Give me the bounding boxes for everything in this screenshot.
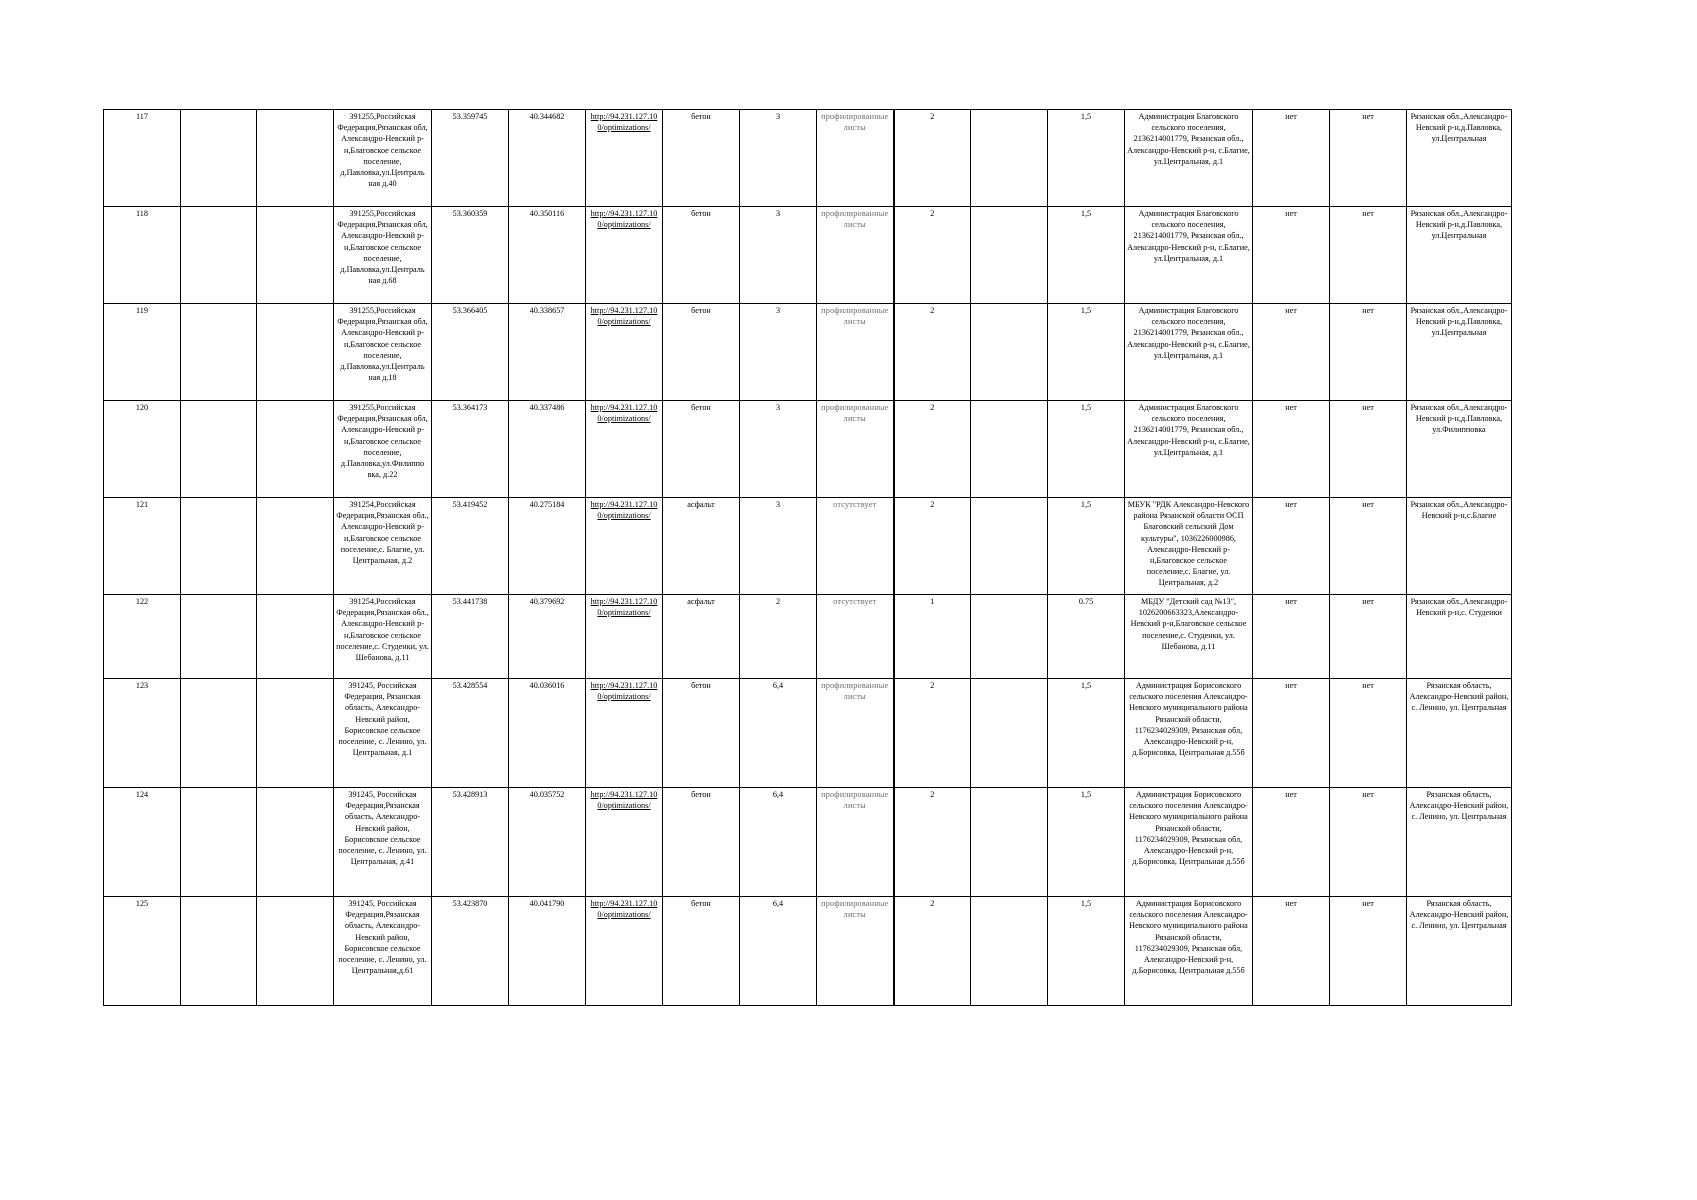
- longitude-cell: 40.275184: [509, 498, 586, 595]
- surface-cell: асфальт: [663, 595, 740, 679]
- longitude-cell: 40.350116: [509, 207, 586, 304]
- flag-cell: нет: [1330, 304, 1407, 401]
- map-link[interactable]: http://94.231.127.10 0/optimizations/: [586, 110, 663, 207]
- table-row: [104, 897, 1512, 1006]
- flag-cell: нет: [1253, 498, 1330, 595]
- flag-cell: нет: [1330, 110, 1407, 207]
- table-row: [104, 788, 1512, 897]
- longitude-cell: 40.041790: [509, 897, 586, 1006]
- latitude-cell: 53.423870: [432, 897, 509, 1006]
- surface-cell: бетон: [663, 304, 740, 401]
- cover-cell: профилированные листы: [817, 304, 894, 401]
- owner-cell: Администрация Благовского сельского поселения, 2136214001779, Рязанская обл., Александро-Невский р-н, с.Благие, ул.Центральная, д.1: [1125, 110, 1253, 207]
- surface-cell: бетон: [663, 110, 740, 207]
- source-cell: Рязанская область, Александро-Невский район, с. Ленино, ул. Центральная: [1407, 788, 1512, 897]
- flag-cell: нет: [1330, 595, 1407, 679]
- flag-cell: нет: [1253, 897, 1330, 1006]
- empty-cell: [971, 788, 1048, 897]
- volume-cell: 1,5: [1048, 304, 1125, 401]
- empty-cell: [181, 304, 257, 401]
- row-number: 119: [104, 304, 181, 401]
- surface-cell: бетон: [663, 788, 740, 897]
- table-row: [104, 595, 1512, 679]
- table-row: [104, 110, 1512, 207]
- area-cell: 3: [740, 401, 817, 498]
- latitude-cell: 53.428913: [432, 788, 509, 897]
- table-row: [104, 679, 1512, 788]
- owner-cell: МБДУ "Детский сад №13", 1026200663323,Александро-Невский р-н,Благовское сельское поселение,с. Студенки, ул. Шебанова, д.11: [1125, 595, 1253, 679]
- area-cell: 6,4: [740, 679, 817, 788]
- latitude-cell: 53.360359: [432, 207, 509, 304]
- volume-cell: 1,5: [1048, 207, 1125, 304]
- empty-cell: [971, 401, 1048, 498]
- empty-cell: [257, 897, 334, 1006]
- flag-cell: нет: [1330, 788, 1407, 897]
- owner-cell: МБУК "РДК Александро-Невского района Рязанской области ОСП Благовский сельский Дом культуры", 1036226000986, Александро-Невский р-н,Благовское сельское поселение,с. Благие, ул. Центральная, д.2: [1125, 498, 1253, 595]
- address-cell: 391245, Российская Федерация,Рязанская область, Александро-Невский район, Борисовское сельское поселение, с. Ленино, ул. Центральная, д.41: [334, 788, 432, 897]
- map-link[interactable]: http://94.231.127.10 0/optimizations/: [586, 498, 663, 595]
- empty-cell: [181, 401, 257, 498]
- source-cell: Рязанская область, Александро-Невский район, с. Ленино, ул. Центральная: [1407, 679, 1512, 788]
- flag-cell: нет: [1253, 304, 1330, 401]
- longitude-cell: 40.379692: [509, 595, 586, 679]
- empty-cell: [181, 110, 257, 207]
- area-cell: 3: [740, 207, 817, 304]
- longitude-cell: 40.344682: [509, 110, 586, 207]
- surface-cell: бетон: [663, 401, 740, 498]
- latitude-cell: 53.419452: [432, 498, 509, 595]
- area-cell: 6,4: [740, 897, 817, 1006]
- owner-cell: Администрация Борисовского сельского поселения Александро-Невского муниципального района Рязанской области, 1176234029309, Рязанская обл, Александро-Невский р-н, д.Борисовка, Центральная д.55б: [1125, 679, 1253, 788]
- volume-cell: 0.75: [1048, 595, 1125, 679]
- owner-cell: Администрация Благовского сельского поселения, 2136214001779, Рязанская обл., Александро-Невский р-н, с.Благие, ул.Центральная, д.1: [1125, 401, 1253, 498]
- empty-cell: [257, 110, 334, 207]
- address-cell: 391255,Российская Федерация,Рязанская обл, Александро-Невский р-н,Благовское сельское поселение, д.Павловка,ул.Филиппо вка, д.22: [334, 401, 432, 498]
- empty-cell: [181, 897, 257, 1006]
- table-row: [104, 498, 1512, 595]
- empty-cell: [971, 304, 1048, 401]
- map-link[interactable]: http://94.231.127.10 0/optimizations/: [586, 401, 663, 498]
- longitude-cell: 40.036016: [509, 679, 586, 788]
- source-cell: Рязанская область, Александро-Невский район, с. Ленино, ул. Центральная: [1407, 897, 1512, 1006]
- map-link[interactable]: http://94.231.127.10 0/optimizations/: [586, 897, 663, 1006]
- container-count-cell: 2: [894, 401, 971, 498]
- container-count-cell: 2: [894, 110, 971, 207]
- empty-cell: [257, 679, 334, 788]
- cover-cell: профилированные листы: [817, 110, 894, 207]
- table-row: [104, 207, 1512, 304]
- area-cell: 6,4: [740, 788, 817, 897]
- flag-cell: нет: [1253, 788, 1330, 897]
- container-count-cell: 2: [894, 897, 971, 1006]
- row-number: 117: [104, 110, 181, 207]
- empty-cell: [181, 498, 257, 595]
- row-number: 124: [104, 788, 181, 897]
- cover-cell: отсутствует: [817, 595, 894, 679]
- flag-cell: нет: [1330, 401, 1407, 498]
- source-cell: Рязанская обл.,Александро-Невский р-н,д.Павловка, ул.Центральная: [1407, 207, 1512, 304]
- empty-cell: [971, 595, 1048, 679]
- empty-cell: [257, 207, 334, 304]
- address-cell: 391254,Российская Федерация,Рязанская обл., Александро-Невский р-н,Благовское сельское поселение,с. Благие, ул. Центральная, д.2: [334, 498, 432, 595]
- row-number: 121: [104, 498, 181, 595]
- container-count-cell: 1: [894, 595, 971, 679]
- map-link[interactable]: http://94.231.127.10 0/optimizations/: [586, 207, 663, 304]
- flag-cell: нет: [1253, 110, 1330, 207]
- empty-cell: [971, 679, 1048, 788]
- row-number: 125: [104, 897, 181, 1006]
- longitude-cell: 40.035752: [509, 788, 586, 897]
- cover-cell: профилированные листы: [817, 401, 894, 498]
- latitude-cell: 53.366405: [432, 304, 509, 401]
- empty-cell: [181, 595, 257, 679]
- cover-cell: профилированные листы: [817, 788, 894, 897]
- area-cell: 3: [740, 498, 817, 595]
- cover-cell: профилированные листы: [817, 897, 894, 1006]
- table-row: [104, 401, 1512, 498]
- surface-cell: бетон: [663, 679, 740, 788]
- source-cell: Рязанская обл.,Александро-Невский р-н,д.Павловка, ул.Центральная: [1407, 304, 1512, 401]
- latitude-cell: 53.428554: [432, 679, 509, 788]
- empty-cell: [257, 401, 334, 498]
- row-number: 122: [104, 595, 181, 679]
- cover-cell: отсутствует: [817, 498, 894, 595]
- volume-cell: 1,5: [1048, 110, 1125, 207]
- container-count-cell: 2: [894, 498, 971, 595]
- area-cell: 3: [740, 304, 817, 401]
- empty-cell: [257, 498, 334, 595]
- empty-cell: [181, 207, 257, 304]
- empty-cell: [257, 595, 334, 679]
- row-number: 118: [104, 207, 181, 304]
- latitude-cell: 53.441738: [432, 595, 509, 679]
- empty-cell: [971, 498, 1048, 595]
- volume-cell: 1,5: [1048, 897, 1125, 1006]
- address-cell: 391255,Российская Федерация,Рязанская обл, Александро-Невский р-н,Благовское сельское поселение, д.Павловка,ул.Централь ная д.68: [334, 207, 432, 304]
- flag-cell: нет: [1253, 401, 1330, 498]
- longitude-cell: 40.338657: [509, 304, 586, 401]
- container-count-cell: 2: [894, 679, 971, 788]
- surface-cell: бетон: [663, 897, 740, 1006]
- row-number: 123: [104, 679, 181, 788]
- container-count-cell: 2: [894, 207, 971, 304]
- address-cell: 391245, Российская Федерация, Рязанская область, Александро-Невский район, Борисовское сельское поселение, с. Ленино, ул. Центральная, д.1: [334, 679, 432, 788]
- registry-table: [103, 109, 1512, 1006]
- flag-cell: нет: [1253, 679, 1330, 788]
- flag-cell: нет: [1330, 679, 1407, 788]
- flag-cell: нет: [1330, 897, 1407, 1006]
- owner-cell: Администрация Благовского сельского поселения, 2136214001779, Рязанская обл., Александро-Невский р-н, с.Благие, ул.Центральная, д.1: [1125, 207, 1253, 304]
- address-cell: 391254,Российская Федерация,Рязанская обл., Александро-Невский р-н,Благовское сельское поселение,с. Студенки, ул. Шебанова, д.11: [334, 595, 432, 679]
- empty-cell: [181, 788, 257, 897]
- latitude-cell: 53.359745: [432, 110, 509, 207]
- map-link[interactable]: http://94.231.127.10 0/optimizations/: [586, 788, 663, 897]
- flag-cell: нет: [1253, 595, 1330, 679]
- latitude-cell: 53.364173: [432, 401, 509, 498]
- container-count-cell: 2: [894, 304, 971, 401]
- surface-cell: бетон: [663, 207, 740, 304]
- source-cell: Рязанская обл.,Александро-Невский р-н,д.Павловка, ул.Филипповка: [1407, 401, 1512, 498]
- table-body: [104, 110, 1512, 1006]
- map-link[interactable]: http://94.231.127.10 0/optimizations/: [586, 595, 663, 679]
- volume-cell: 1,5: [1048, 679, 1125, 788]
- surface-cell: асфальт: [663, 498, 740, 595]
- flag-cell: нет: [1330, 207, 1407, 304]
- container-count-cell: 2: [894, 788, 971, 897]
- source-cell: Рязанская обл.,Александро-Невский р-н,с. Студенки: [1407, 595, 1512, 679]
- longitude-cell: 40.337486: [509, 401, 586, 498]
- volume-cell: 1,5: [1048, 401, 1125, 498]
- flag-cell: нет: [1330, 498, 1407, 595]
- address-cell: 391255,Российская Федерация,Рязанская обл, Александро-Невский р-н,Благовское сельское поселение, д.Павловка,ул.Централь ная д.18: [334, 304, 432, 401]
- address-cell: 391245, Российская Федерация,Рязанская область, Александро-Невский район, Борисовское сельское поселение, с. Ленино, ул. Центральная,д.61: [334, 897, 432, 1006]
- owner-cell: Администрация Борисовского сельского поселения Александро-Невского муниципального района Рязанской области, 1176234029309, Рязанская обл, Александро-Невский р-н, д.Борисовка, Центральная д.55б: [1125, 897, 1253, 1006]
- table-row: [104, 304, 1512, 401]
- empty-cell: [971, 110, 1048, 207]
- source-cell: Рязанская обл.,Александро-Невский р-н,д.Павловка, ул.Центральная: [1407, 110, 1512, 207]
- empty-cell: [181, 679, 257, 788]
- empty-cell: [971, 207, 1048, 304]
- volume-cell: 1,5: [1048, 498, 1125, 595]
- map-link[interactable]: http://94.231.127.10 0/optimizations/: [586, 304, 663, 401]
- empty-cell: [257, 788, 334, 897]
- address-cell: 391255,Российская Федерация,Рязанская обл, Александро-Невский р-н,Благовское сельское поселение, д.Павловка,ул.Централь ная д.40: [334, 110, 432, 207]
- volume-cell: 1,5: [1048, 788, 1125, 897]
- source-cell: Рязанская обл.,Александро-Невский р-н,с.Благие: [1407, 498, 1512, 595]
- flag-cell: нет: [1253, 207, 1330, 304]
- empty-cell: [971, 897, 1048, 1006]
- cover-cell: профилированные листы: [817, 679, 894, 788]
- area-cell: 2: [740, 595, 817, 679]
- cover-cell: профилированные листы: [817, 207, 894, 304]
- empty-cell: [257, 304, 334, 401]
- owner-cell: Администрация Борисовского сельского поселения Александро-Невского муниципального района Рязанской области, 1176234029309, Рязанская обл, Александро-Невский р-н, д.Борисовка, Центральная д.55б: [1125, 788, 1253, 897]
- owner-cell: Администрация Благовского сельского поселения, 2136214001779, Рязанская обл., Александро-Невский р-н, с.Благие, ул.Центральная, д.1: [1125, 304, 1253, 401]
- area-cell: 3: [740, 110, 817, 207]
- map-link[interactable]: http://94.231.127.10 0/optimizations/: [586, 679, 663, 788]
- row-number: 120: [104, 401, 181, 498]
